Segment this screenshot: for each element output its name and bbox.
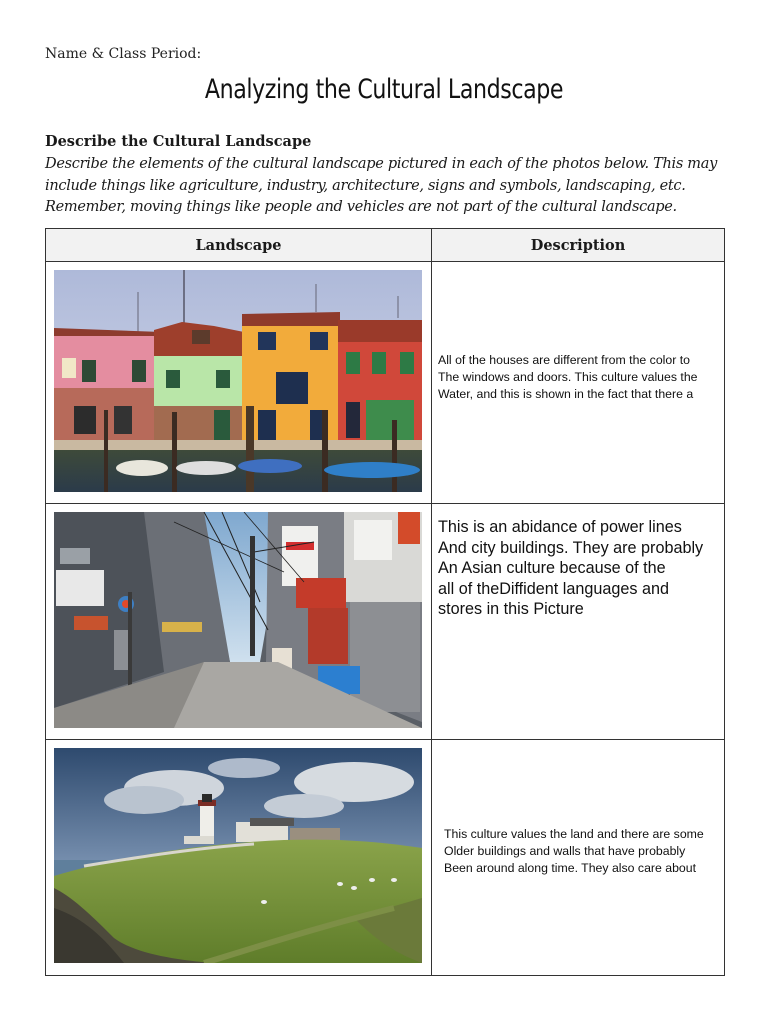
description-text	[438, 352, 698, 403]
description-line: Been around along time. They also care about	[444, 861, 697, 875]
section-heading: Describe the Cultural Landscape	[45, 133, 312, 150]
description-line: All of the houses are different from the color to	[438, 353, 690, 367]
landscape-cell	[46, 740, 432, 976]
description-cell	[432, 262, 725, 504]
landscape-table	[45, 228, 725, 976]
table-row	[46, 262, 725, 504]
description-text	[444, 826, 704, 877]
table-header-row	[46, 229, 725, 262]
landscape-cell	[46, 262, 432, 504]
description-line: stores in this Picture	[438, 600, 584, 619]
description-line: This is an abidance of power lines	[438, 518, 682, 536]
description-line: This culture values the land and there are some	[444, 827, 704, 841]
description-column-header: Description	[432, 229, 725, 262]
coastal-lighthouse-photo	[54, 748, 422, 963]
name-class-period-label: Name & Class Period:	[45, 46, 202, 62]
description-line: And city buildings. They are probably	[438, 538, 704, 557]
description-line: all of theDiffident languages and	[438, 579, 669, 598]
description-line: Older buildings and walls that have probably	[444, 844, 686, 858]
instructions-line: Describe the elements of the cultural landscape pictured in each of the photos below. This may	[45, 156, 717, 172]
description-line: Water, and this is shown in the fact that there a	[438, 387, 694, 401]
instructions-line: include things like agriculture, industry, architecture, signs and symbols, landscaping, etc.	[45, 177, 686, 194]
instructions	[45, 154, 725, 219]
table-row	[46, 504, 725, 740]
description-text	[438, 517, 703, 620]
description-line: The windows and doors. This culture values the	[438, 370, 698, 384]
table-row	[46, 740, 725, 976]
description-cell	[432, 504, 725, 740]
description-cell	[432, 740, 725, 976]
instructions-line: Remember, moving things like people and vehicles are not part of the cultural landscape.	[45, 199, 677, 215]
description-line: An Asian culture because of the	[438, 559, 666, 578]
landscape-cell	[46, 504, 432, 740]
page-title: Analyzing the Cultural Landscape	[204, 74, 564, 105]
colorful-canal-houses-photo	[54, 270, 422, 492]
landscape-column-header: Landscape	[46, 229, 432, 262]
asian-city-street-photo	[54, 512, 422, 728]
